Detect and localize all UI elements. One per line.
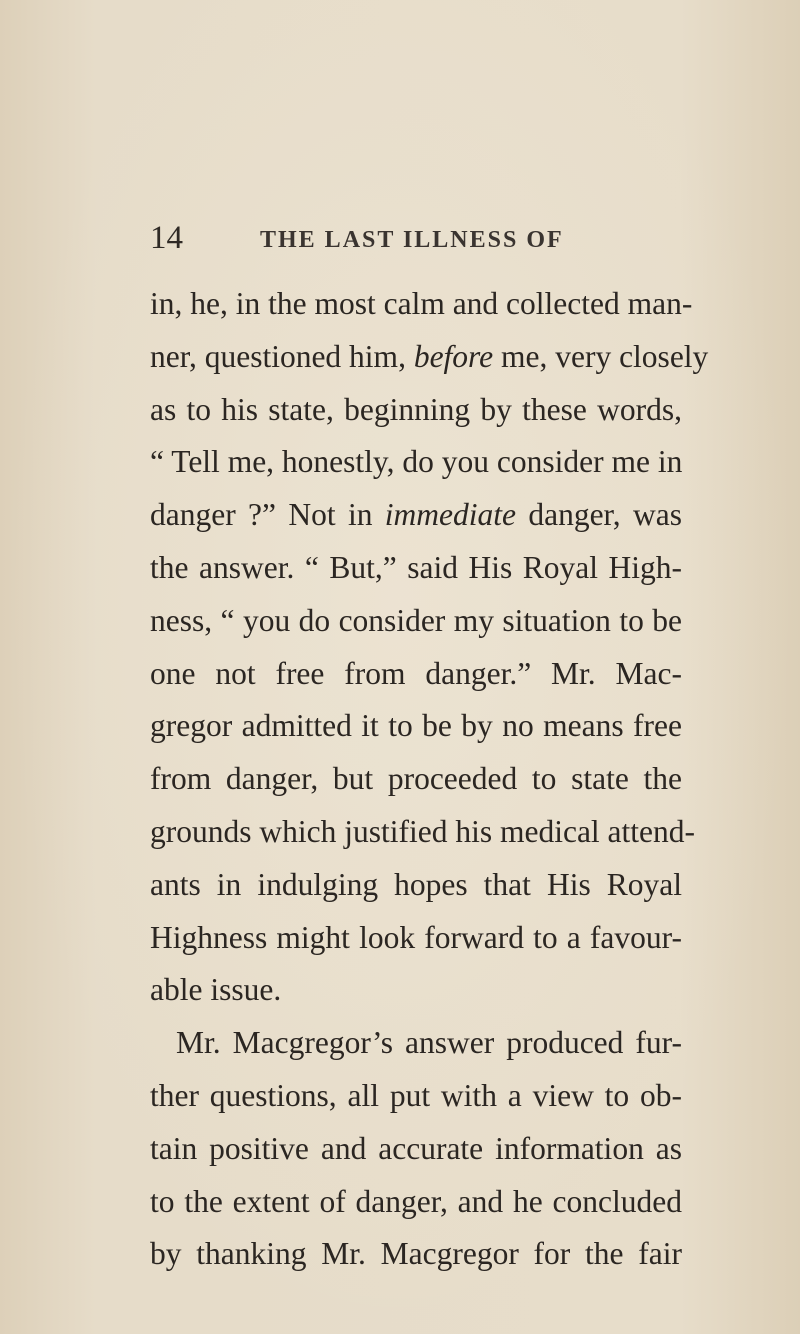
text-line bbox=[150, 964, 682, 1017]
text-run: me, very closely bbox=[493, 338, 709, 374]
text-run: ants in indulging hopes that His Royal bbox=[150, 866, 682, 902]
text-line bbox=[150, 595, 682, 648]
running-head bbox=[150, 218, 710, 258]
text-run: tain positive and accurate information as bbox=[150, 1130, 682, 1166]
text-run: danger ?” Not in bbox=[150, 497, 385, 533]
text-run: ness, “ you do consider my situation to be bbox=[150, 602, 682, 638]
text-line bbox=[150, 278, 693, 331]
text-run: gregor admitted it to be by no means free bbox=[150, 708, 682, 744]
text-run: one not free from danger.” Mr. Mac- bbox=[150, 655, 682, 691]
text-run: by thanking Mr. Macgregor for the fair bbox=[150, 1236, 682, 1272]
text-run: danger, was bbox=[516, 497, 682, 533]
text-run: able issue. bbox=[150, 972, 282, 1008]
text-line bbox=[150, 331, 709, 384]
text-line bbox=[150, 912, 682, 965]
text-run: “ Tell me, honestly, do you consider me in bbox=[150, 444, 683, 480]
text-run: grounds which justified his medical attend- bbox=[150, 813, 696, 849]
text-run: Highness might look forward to a favour- bbox=[150, 919, 682, 955]
page-number: 14 bbox=[150, 220, 183, 256]
running-head-title: THE LAST ILLNESS OF bbox=[260, 227, 564, 253]
text-line bbox=[150, 1228, 682, 1281]
italic-word: before bbox=[413, 338, 494, 374]
text-line bbox=[150, 1017, 682, 1070]
text-line bbox=[150, 648, 682, 701]
text-run: to the extent of danger, and he concluded bbox=[150, 1183, 682, 1219]
text-line bbox=[150, 806, 696, 859]
text-run: ner, questioned him, bbox=[150, 338, 414, 374]
text-run: the answer. “ But,” said His Royal High- bbox=[150, 549, 682, 585]
text-line bbox=[150, 700, 682, 753]
text-line bbox=[150, 436, 682, 489]
text-line bbox=[150, 753, 682, 806]
body-text bbox=[150, 278, 709, 1281]
text-line bbox=[150, 1176, 682, 1229]
text-run: Mr. Macgregor’s answer produced fur- bbox=[176, 1025, 682, 1061]
text-line bbox=[150, 542, 682, 595]
text-run: from danger, but proceeded to state the bbox=[150, 761, 682, 797]
text-line bbox=[150, 1123, 682, 1176]
text-run: in, he, in the most calm and collected man- bbox=[150, 286, 693, 321]
text-run: ther questions, all put with a view to ob- bbox=[150, 1077, 682, 1113]
italic-word: immediate bbox=[384, 497, 516, 533]
text-line bbox=[150, 859, 682, 912]
text-line bbox=[150, 489, 682, 542]
text-run: as to his state, beginning by these words, bbox=[150, 391, 682, 427]
text-line bbox=[150, 1070, 682, 1123]
text-line bbox=[150, 384, 682, 437]
